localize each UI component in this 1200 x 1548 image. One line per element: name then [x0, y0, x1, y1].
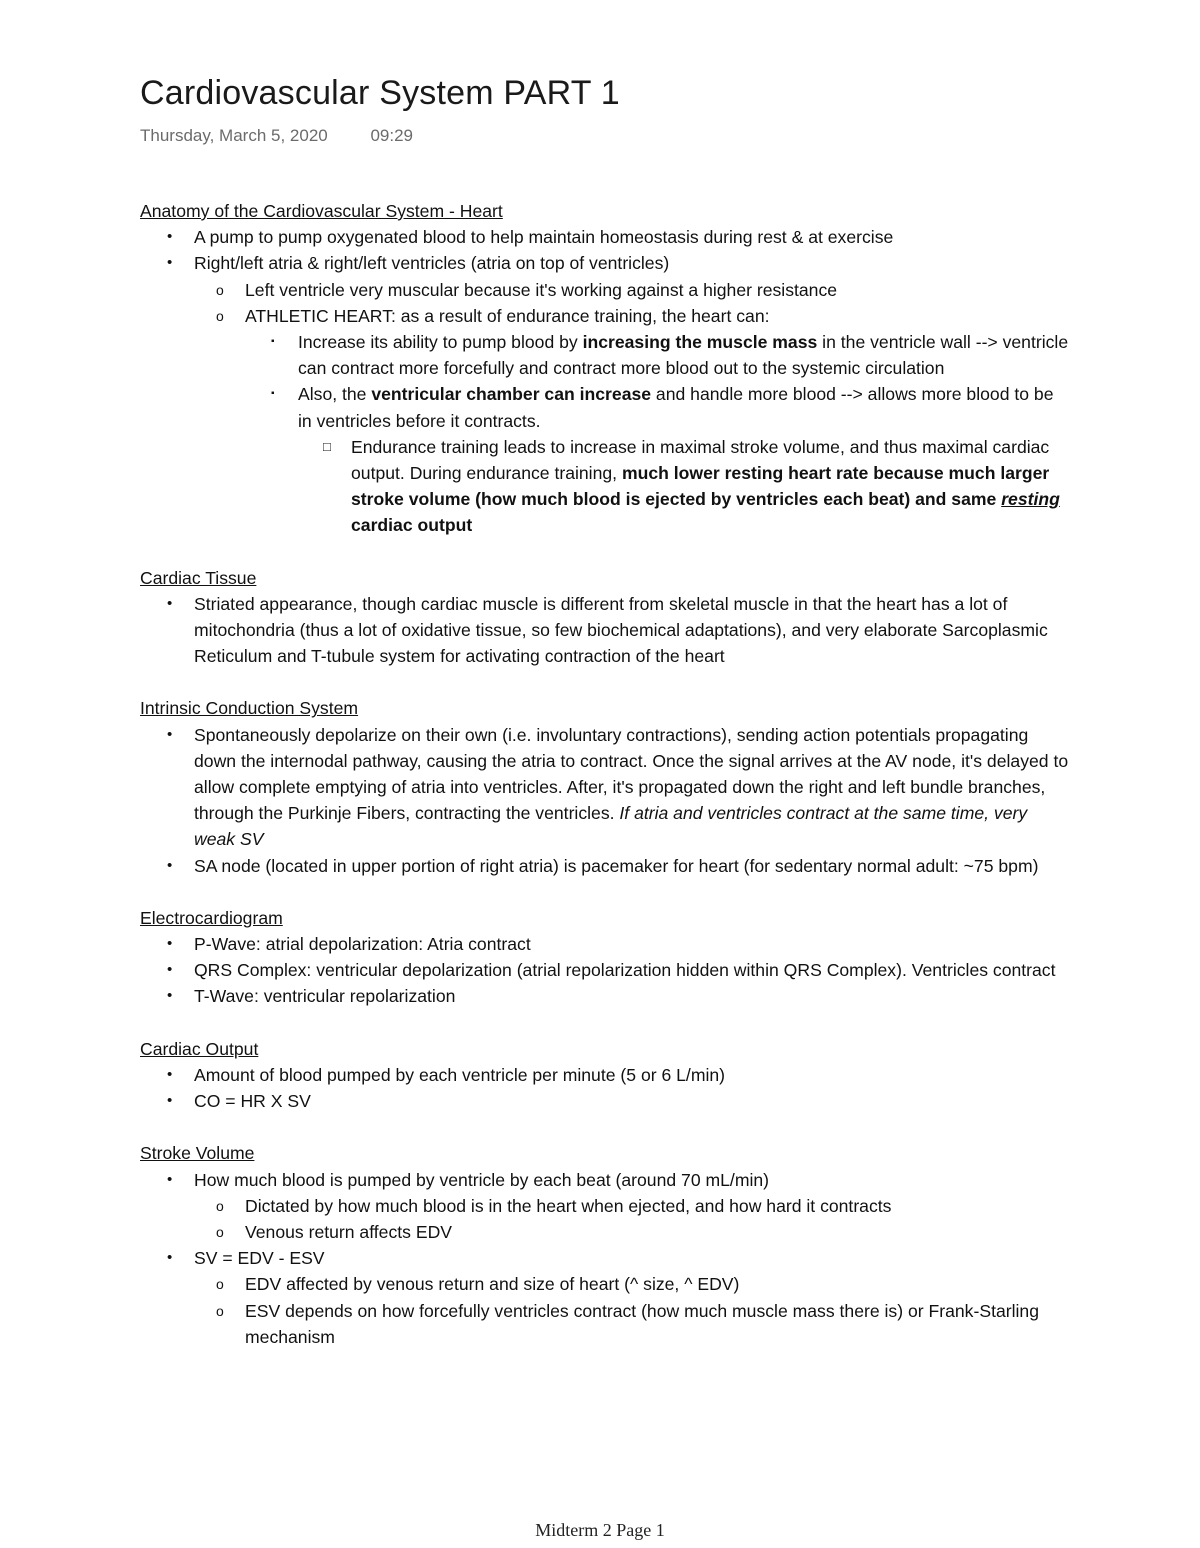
list-item: • How much blood is pumped by ventricle by each beat (around 70 mL/min)	[140, 1167, 1070, 1193]
list-item: • A pump to pump oxygenated blood to help maintain homeostasis during rest & at exercise	[140, 224, 1070, 250]
section-ecg	[140, 905, 1070, 1010]
page-title: Cardiovascular System PART 1	[140, 74, 620, 112]
bullet-list	[140, 1062, 1070, 1114]
section-cardiac-output	[140, 1036, 1070, 1115]
circle-bullet-icon: o	[216, 307, 224, 324]
bullet-icon: •	[167, 1065, 173, 1083]
list-item: o ESV depends on how forcefully ventricles contract (how much muscle mass there is) or Frank-Starling mechanism	[140, 1298, 1070, 1350]
page-footer: Midterm 2 Page 1	[535, 1520, 665, 1540]
section-conduction	[140, 695, 1070, 878]
section-heading: Cardiac Output	[140, 1038, 259, 1059]
list-item: o ATHLETIC HEART: as a result of endurance training, the heart can:	[140, 303, 1070, 329]
list-item: ▪ Also, the ventricular chamber can increase and handle more blood --> allows more blood to be in ventricles before it contracts.	[140, 381, 1070, 433]
list-item: • Striated appearance, though cardiac muscle is different from skeletal muscle in that the heart has a lot of mitochondria (thus a lot of oxidative tissue, so few biochemical adaptations), and very elaborate Sarcoplasmic Reticulum and T-tubule system for activating contraction of the heart	[140, 591, 1070, 670]
section-heading: Electrocardiogram	[140, 907, 283, 928]
section-heading: Intrinsic Conduction System	[140, 698, 359, 719]
bullet-icon: •	[167, 594, 173, 612]
circle-bullet-icon: o	[216, 1276, 224, 1293]
bullet-list	[140, 1167, 1070, 1350]
list-item: ▪ Increase its ability to pump blood by increasing the muscle mass in the ventricle wall --> ventricle can contract more forcefully and contract more blood out to the systemic circulation	[140, 329, 1070, 381]
bullet-icon: •	[167, 1092, 173, 1110]
list-item: • T-Wave: ventricular repolarization	[140, 983, 1070, 1009]
list-item: • Right/left atria & right/left ventricles (atria on top of ventricles)	[140, 250, 1070, 276]
bullet-list	[140, 224, 1070, 538]
bullet-icon: •	[167, 987, 173, 1005]
section-anatomy	[140, 198, 1070, 539]
page-date: Thursday, March 5, 2020	[140, 126, 328, 145]
bullet-icon: •	[167, 254, 173, 272]
circle-bullet-icon: o	[216, 1223, 224, 1240]
list-item: • QRS Complex: ventricular depolarization (atrial repolarization hidden within QRS Complex). Ventricles contract	[140, 957, 1070, 983]
list-item: o Left ventricle very muscular because it's working against a higher resistance	[140, 277, 1070, 303]
list-item: • P-Wave: atrial depolarization: Atria contract	[140, 931, 1070, 957]
square-bullet-icon: ▪	[271, 336, 275, 348]
list-item: o Dictated by how much blood is in the heart when ejected, and how hard it contracts	[140, 1193, 1070, 1219]
circle-bullet-icon: o	[216, 1197, 224, 1214]
bullet-list	[140, 591, 1070, 670]
page-time: 09:29	[370, 126, 414, 145]
section-heading: Cardiac Tissue	[140, 567, 257, 588]
bullet-list	[140, 722, 1070, 879]
page-meta	[140, 126, 413, 146]
list-item: o Venous return affects EDV	[140, 1219, 1070, 1245]
section-stroke-volume	[140, 1140, 1070, 1350]
bullet-icon: •	[167, 856, 173, 874]
square-bullet-icon: ▪	[271, 388, 275, 400]
list-item: • Spontaneously depolarize on their own (i.e. involuntary contractions), sending action potentials propagating down the internodal pathway, causing the atria to contract. Once the signal arrives at the AV node, it's delayed to allow complete emptying of atria into ventricles. After, it's propagated down the right and left bundle branches, through the Purkinje Fibers, contracting the ventricles. If atria and ventricles contract at the same time, very weak SV	[140, 722, 1070, 853]
bullet-icon: •	[167, 228, 173, 246]
list-item: • SA node (located in upper portion of right atria) is pacemaker for heart (for sedentary normal adult: ~75 bpm)	[140, 853, 1070, 879]
circle-bullet-icon: o	[216, 281, 224, 298]
list-item: • CO = HR X SV	[140, 1088, 1070, 1114]
note-body	[140, 198, 1070, 1350]
checkbox-bullet-icon: □	[323, 438, 331, 454]
bullet-icon: •	[167, 1170, 173, 1188]
bullet-icon: •	[167, 935, 173, 953]
section-heading: Stroke Volume	[140, 1143, 255, 1164]
bullet-list	[140, 931, 1070, 1010]
list-item: □ Endurance training leads to increase in maximal stroke volume, and thus maximal cardiac output. During endurance training, much lower resting heart rate because much larger stroke volume (how much blood is ejected by ventricles each beat) and same resting cardiac output	[140, 434, 1070, 539]
bullet-icon: •	[167, 961, 173, 979]
bullet-icon: •	[167, 725, 173, 743]
circle-bullet-icon: o	[216, 1302, 224, 1319]
list-item: o EDV affected by venous return and size of heart (^ size, ^ EDV)	[140, 1271, 1070, 1297]
bullet-icon: •	[167, 1249, 173, 1267]
section-cardiac-tissue	[140, 565, 1070, 670]
section-heading: Anatomy of the Cardiovascular System - Heart	[140, 201, 503, 221]
list-item: • SV = EDV - ESV	[140, 1245, 1070, 1271]
list-item: • Amount of blood pumped by each ventricle per minute (5 or 6 L/min)	[140, 1062, 1070, 1088]
